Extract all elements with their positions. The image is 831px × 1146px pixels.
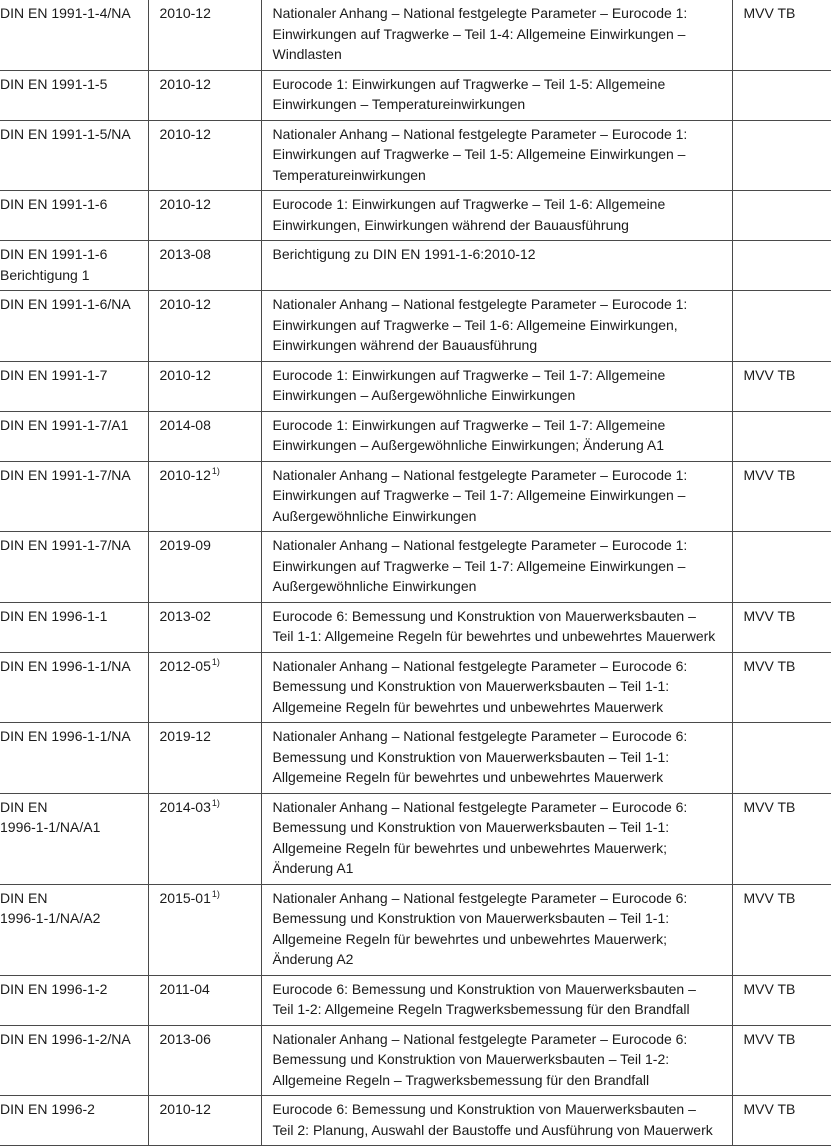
issue-date: 2010-12 bbox=[159, 125, 211, 142]
issue-date: 2019-09 bbox=[159, 537, 211, 553]
norm-number: DIN EN 1991-1-5/NA bbox=[0, 125, 131, 142]
norm-number-cell bbox=[0, 652, 148, 723]
norm-title-cell bbox=[261, 120, 732, 191]
issue-date-cell bbox=[148, 191, 261, 241]
norm-title-line: Nationaler Anhang – National festgelegte Parameter – Eurocode 1: bbox=[272, 5, 688, 21]
norm-title-line: Nationaler Anhang – National festgelegte Parameter – Eurocode 1: bbox=[272, 466, 688, 483]
norm-title-line: Nationaler Anhang – National festgelegte Parameter – Eurocode 6: bbox=[272, 798, 688, 815]
footnote-marker: 1) bbox=[211, 797, 220, 808]
norm-number: DIN EN 1991-1-6 bbox=[0, 246, 108, 262]
norm-number: DIN EN 1991-1-7/NA bbox=[0, 466, 131, 483]
reference-label: MVV TB bbox=[743, 980, 796, 997]
norm-number: DIN EN 1991-1-7 bbox=[0, 366, 108, 383]
norm-title-cell bbox=[261, 70, 732, 120]
norm-title-line: Allgemeine Regeln für bewehrtes und unbewehrtes Mauerwerk bbox=[272, 769, 664, 785]
norm-title-line: Einwirkungen – Temperatureinwirkungen bbox=[272, 96, 526, 112]
norm-title-line: Einwirkungen während der Bauausführung bbox=[272, 337, 538, 353]
norm-title-cell bbox=[261, 602, 732, 652]
norm-title-line: Einwirkungen auf Tragwerke – Teil 1-5: Allgemeine Einwirkungen – bbox=[272, 146, 686, 162]
norm-title-cell bbox=[261, 723, 732, 794]
norm-number-cell bbox=[0, 120, 148, 191]
reference-label: MVV TB bbox=[743, 5, 796, 21]
issue-date: 2010-12 bbox=[159, 5, 211, 21]
norm-title-line: Bemessung und Konstruktion von Mauerwerksbauten – Teil 1-1: bbox=[272, 748, 670, 765]
issue-date-cell bbox=[148, 241, 261, 291]
norm-number-cell bbox=[0, 191, 148, 241]
norm-number: DIN EN 1996-1-2 bbox=[0, 980, 108, 997]
norm-number: DIN EN 1996-2 bbox=[0, 1101, 95, 1117]
norm-title-line: Nationaler Anhang – National festgelegte Parameter – Eurocode 6: bbox=[272, 657, 688, 674]
norm-title-line: Eurocode 1: Einwirkungen auf Tragwerke – Teil 1-7: Allgemeine bbox=[272, 366, 666, 383]
norm-title-line: Nationaler Anhang – National festgelegte Parameter – Eurocode 1: bbox=[272, 537, 688, 553]
norm-title-line: Eurocode 6: Bemessung und Konstruktion von Mauerwerksbauten – bbox=[272, 980, 696, 997]
norm-title-cell bbox=[261, 975, 732, 1025]
norm-title-line: Änderung A2 bbox=[272, 951, 354, 967]
table-row bbox=[0, 191, 831, 241]
norm-number: DIN EN 1991-1-6/NA bbox=[0, 296, 131, 312]
norm-title-line: Bemessung und Konstruktion von Mauerwerksbauten – Teil 1-1: bbox=[272, 678, 670, 694]
norm-title-line: Allgemeine Regeln für bewehrtes und unbewehrtes Mauerwerk; bbox=[272, 839, 668, 856]
norm-number: DIN EN 1996-1-2/NA bbox=[0, 1030, 131, 1047]
table-row bbox=[0, 793, 831, 884]
reference-label: MVV TB bbox=[743, 366, 796, 383]
issue-date: 2011-04 bbox=[159, 980, 210, 997]
norm-title-cell bbox=[261, 0, 732, 70]
table-row bbox=[0, 1025, 831, 1096]
norm-title-line: Temperatureinwirkungen bbox=[272, 166, 426, 183]
norm-number-cell bbox=[0, 361, 148, 411]
reference-label: MVV TB bbox=[743, 1030, 796, 1047]
norm-number-cell bbox=[0, 70, 148, 120]
reference-label: MVV TB bbox=[743, 657, 796, 674]
norm-title-line: Außergewöhnliche Einwirkungen bbox=[272, 507, 477, 524]
issue-date: 2010-12 bbox=[159, 296, 211, 312]
norm-number-cell bbox=[0, 291, 148, 362]
reference-cell bbox=[732, 361, 831, 411]
norm-title-line: Einwirkungen – Außergewöhnliche Einwirkungen; Änderung A1 bbox=[272, 437, 664, 453]
norm-number-cell bbox=[0, 602, 148, 652]
reference-label: MVV TB bbox=[743, 1101, 796, 1117]
table-row bbox=[0, 652, 831, 723]
table-row bbox=[0, 361, 831, 411]
norm-number-cell bbox=[0, 532, 148, 603]
norm-title-cell bbox=[261, 652, 732, 723]
norm-number: 1996-1-1/NA/A2 bbox=[0, 910, 101, 926]
issue-date: 2013-08 bbox=[159, 246, 211, 262]
norm-title-line: Nationaler Anhang – National festgelegte Parameter – Eurocode 6: bbox=[272, 728, 688, 744]
norm-title-line: Einwirkungen auf Tragwerke – Teil 1-7: Allgemeine Einwirkungen – bbox=[272, 557, 686, 574]
norm-number: DIN EN 1996-1-1/NA bbox=[0, 728, 131, 744]
issue-date-cell bbox=[148, 70, 261, 120]
reference-cell bbox=[732, 0, 831, 70]
issue-date-cell bbox=[148, 291, 261, 362]
issue-date: 2012-05 bbox=[159, 657, 211, 674]
norm-title-cell bbox=[261, 1025, 732, 1096]
norm-title-line: Teil 1-1: Allgemeine Regeln für bewehrtes und unbewehrtes Mauerwerk bbox=[272, 628, 716, 644]
norm-title-line: Nationaler Anhang – National festgelegte Parameter – Eurocode 1: bbox=[272, 296, 688, 312]
norm-number: DIN EN bbox=[0, 889, 48, 906]
reference-label: MVV TB bbox=[743, 798, 796, 815]
table-row bbox=[0, 70, 831, 120]
norm-title-cell bbox=[261, 241, 732, 291]
issue-date: 2010-12 bbox=[159, 1101, 211, 1117]
norm-number: DIN EN 1991-1-4/NA bbox=[0, 5, 131, 21]
table-row bbox=[0, 120, 831, 191]
reference-cell bbox=[732, 723, 831, 794]
norm-title-line: Einwirkungen – Außergewöhnliche Einwirkungen bbox=[272, 387, 576, 403]
norm-number: DIN EN 1991-1-5 bbox=[0, 75, 108, 92]
norm-number-cell bbox=[0, 975, 148, 1025]
table-row bbox=[0, 241, 831, 291]
norm-title-cell bbox=[261, 884, 732, 975]
reference-label: MVV TB bbox=[743, 466, 796, 483]
norm-title-line: Änderung A1 bbox=[272, 860, 354, 876]
reference-label: MVV TB bbox=[743, 607, 796, 624]
issue-date-cell bbox=[148, 652, 261, 723]
norm-title-line: Berichtigung zu DIN EN 1991-1-6:2010-12 bbox=[272, 246, 536, 262]
norm-title-line: Einwirkungen auf Tragwerke – Teil 1-4: Allgemeine Einwirkungen – bbox=[272, 25, 686, 42]
norm-title-line: Allgemeine Regeln für bewehrtes und unbewehrtes Mauerwerk; bbox=[272, 930, 668, 947]
reference-cell bbox=[732, 602, 831, 652]
norm-number: DIN EN 1996-1-1/NA bbox=[0, 657, 131, 674]
norm-title-line: Eurocode 1: Einwirkungen auf Tragwerke – Teil 1-7: Allgemeine bbox=[272, 416, 666, 433]
footnote-marker: 1) bbox=[211, 888, 220, 899]
table-row bbox=[0, 532, 831, 603]
norm-title-line: Eurocode 1: Einwirkungen auf Tragwerke – Teil 1-6: Allgemeine bbox=[272, 196, 666, 212]
issue-date-cell bbox=[148, 461, 261, 532]
issue-date: 2014-08 bbox=[159, 416, 211, 433]
norm-title-cell bbox=[261, 793, 732, 884]
reference-cell bbox=[732, 1025, 831, 1096]
footnote-marker: 1) bbox=[211, 465, 220, 476]
norm-number-cell bbox=[0, 723, 148, 794]
reference-cell bbox=[732, 652, 831, 723]
norm-title-line: Bemessung und Konstruktion von Mauerwerksbauten – Teil 1-1: bbox=[272, 910, 670, 926]
norm-title-line: Bemessung und Konstruktion von Mauerwerksbauten – Teil 1-2: bbox=[272, 1051, 670, 1067]
norm-title-cell bbox=[261, 1096, 732, 1146]
norm-title-line: Einwirkungen, Einwirkungen während der Bauausführung bbox=[272, 216, 629, 233]
issue-date-cell bbox=[148, 411, 261, 461]
issue-date: 2010-12 bbox=[159, 366, 211, 383]
norm-number-cell bbox=[0, 0, 148, 70]
reference-cell bbox=[732, 241, 831, 291]
norm-number-cell bbox=[0, 884, 148, 975]
norm-number: Berichtigung 1 bbox=[0, 266, 90, 283]
norm-title-line: Einwirkungen auf Tragwerke – Teil 1-7: Allgemeine Einwirkungen – bbox=[272, 487, 686, 503]
reference-cell bbox=[732, 291, 831, 362]
table-row bbox=[0, 723, 831, 794]
norm-title-line: Teil 1-2: Allgemeine Regeln Tragwerksbemessung für den Brandfall bbox=[272, 1001, 690, 1017]
norm-title-line: Einwirkungen auf Tragwerke – Teil 1-6: Allgemeine Einwirkungen, bbox=[272, 316, 678, 333]
issue-date: 2013-02 bbox=[159, 607, 211, 624]
norm-title-cell bbox=[261, 411, 732, 461]
issue-date-cell bbox=[148, 884, 261, 975]
norm-title-line: Bemessung und Konstruktion von Mauerwerksbauten – Teil 1-1: bbox=[272, 819, 670, 835]
norm-number: DIN EN 1991-1-7/A1 bbox=[0, 416, 129, 433]
norm-title-line: Nationaler Anhang – National festgelegte Parameter – Eurocode 1: bbox=[272, 125, 688, 142]
norm-title-line: Allgemeine Regeln – Tragwerksbemessung für den Brandfall bbox=[272, 1071, 650, 1088]
norm-title-cell bbox=[261, 461, 732, 532]
issue-date: 2019-12 bbox=[159, 728, 211, 744]
issue-date-cell bbox=[148, 1096, 261, 1146]
norm-title-line: Allgemeine Regeln für bewehrtes und unbewehrtes Mauerwerk bbox=[272, 698, 664, 715]
issue-date-cell bbox=[148, 975, 261, 1025]
table-row bbox=[0, 0, 831, 70]
table-row bbox=[0, 1096, 831, 1146]
norm-title-cell bbox=[261, 361, 732, 411]
table-row bbox=[0, 884, 831, 975]
table-row bbox=[0, 602, 831, 652]
issue-date-cell bbox=[148, 793, 261, 884]
norm-number: DIN EN 1991-1-6 bbox=[0, 196, 108, 212]
reference-cell bbox=[732, 793, 831, 884]
norm-title-line: Eurocode 6: Bemessung und Konstruktion von Mauerwerksbauten – bbox=[272, 607, 696, 624]
norm-number: DIN EN 1991-1-7/NA bbox=[0, 537, 131, 553]
table-row bbox=[0, 975, 831, 1025]
issue-date: 2014-03 bbox=[159, 798, 211, 815]
issue-date-cell bbox=[148, 120, 261, 191]
norm-number-cell bbox=[0, 241, 148, 291]
issue-date-cell bbox=[148, 532, 261, 603]
norm-title-line: Eurocode 6: Bemessung und Konstruktion von Mauerwerksbauten – bbox=[272, 1101, 696, 1117]
issue-date: 2010-12 bbox=[159, 75, 211, 92]
issue-date: 2013-06 bbox=[159, 1030, 211, 1047]
issue-date-cell bbox=[148, 602, 261, 652]
norm-title-cell bbox=[261, 291, 732, 362]
reference-cell bbox=[732, 532, 831, 603]
issue-date-cell bbox=[148, 0, 261, 70]
reference-cell bbox=[732, 975, 831, 1025]
table-row bbox=[0, 411, 831, 461]
norm-title-line: Außergewöhnliche Einwirkungen bbox=[272, 578, 477, 594]
reference-cell bbox=[732, 120, 831, 191]
norm-number-cell bbox=[0, 461, 148, 532]
norm-title-line: Nationaler Anhang – National festgelegte Parameter – Eurocode 6: bbox=[272, 1030, 688, 1047]
reference-label: MVV TB bbox=[743, 889, 796, 906]
reference-cell bbox=[732, 1096, 831, 1146]
norm-title-line: Nationaler Anhang – National festgelegte Parameter – Eurocode 6: bbox=[272, 889, 688, 906]
norm-title-cell bbox=[261, 532, 732, 603]
reference-cell bbox=[732, 70, 831, 120]
norm-number-cell bbox=[0, 1096, 148, 1146]
issue-date: 2015-01 bbox=[159, 889, 211, 906]
norm-title-line: Windlasten bbox=[272, 46, 342, 62]
issue-date: 2010-12 bbox=[159, 196, 211, 212]
norm-number: 1996-1-1/NA/A1 bbox=[0, 819, 101, 835]
norm-number-cell bbox=[0, 1025, 148, 1096]
issue-date: 2010-12 bbox=[159, 466, 211, 483]
norm-title-line: Eurocode 1: Einwirkungen auf Tragwerke – Teil 1-5: Allgemeine bbox=[272, 75, 666, 92]
table-row bbox=[0, 291, 831, 362]
issue-date-cell bbox=[148, 1025, 261, 1096]
reference-cell bbox=[732, 461, 831, 532]
norm-number: DIN EN 1996-1-1 bbox=[0, 607, 108, 624]
reference-cell bbox=[732, 411, 831, 461]
issue-date-cell bbox=[148, 723, 261, 794]
footnote-marker: 1) bbox=[211, 656, 220, 667]
norm-number-cell bbox=[0, 793, 148, 884]
norm-number: DIN EN bbox=[0, 798, 48, 815]
norm-title-line: Teil 2: Planung, Auswahl der Baustoffe und Ausführung von Mauerwerk bbox=[272, 1121, 713, 1138]
table-row bbox=[0, 461, 831, 532]
norm-number-cell bbox=[0, 411, 148, 461]
norm-title-cell bbox=[261, 191, 732, 241]
reference-cell bbox=[732, 191, 831, 241]
issue-date-cell bbox=[148, 361, 261, 411]
reference-cell bbox=[732, 884, 831, 975]
